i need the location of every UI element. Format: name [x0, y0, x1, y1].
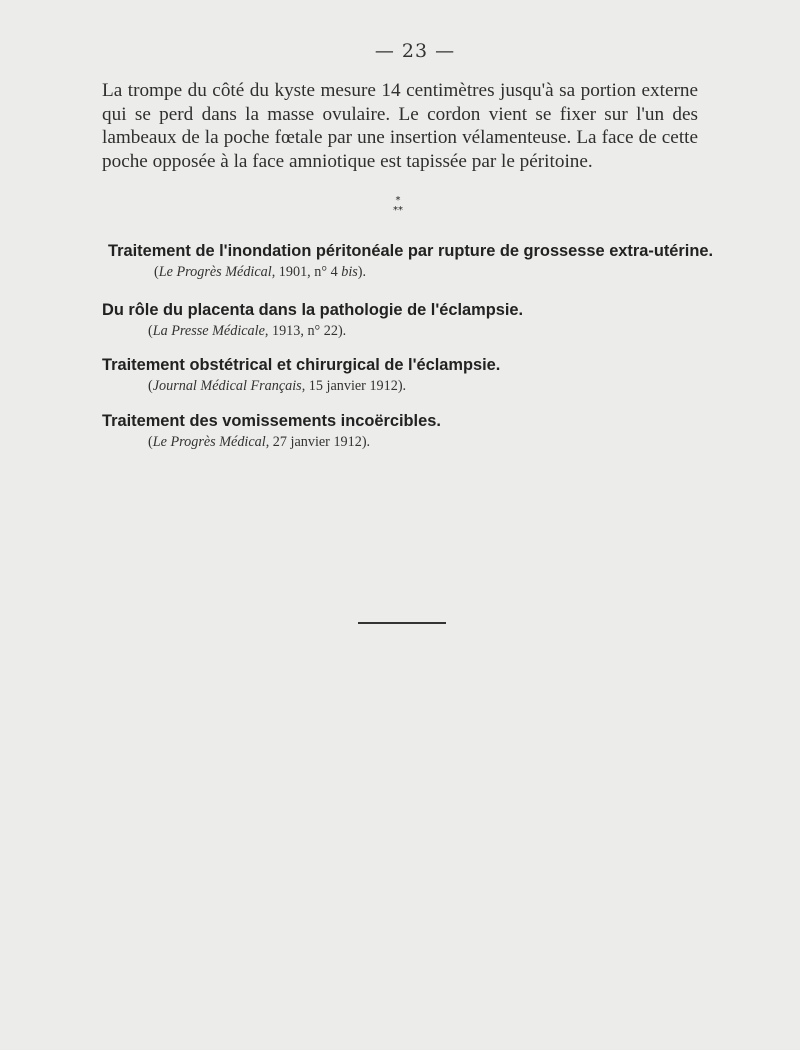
- journal-name: Le Progrès Médical: [152, 434, 266, 450]
- publication-details: , 1913, n° 22).: [264, 323, 347, 339]
- asterism-top-star: *: [395, 195, 401, 206]
- publication-details: , 1901, n° 4: [271, 264, 342, 280]
- end-rule-divider: [358, 622, 446, 624]
- journal-name: Le Progrès Médical: [158, 264, 272, 280]
- journal-name: La Presse Médicale: [152, 323, 265, 339]
- publication-entry: [102, 300, 742, 340]
- publication-details: , 15 janvier 1912).: [301, 378, 407, 394]
- publication-source: [148, 377, 742, 395]
- publication-entry: [108, 241, 748, 281]
- publication-title: Traitement des vomissements incoërcibles.: [102, 412, 441, 430]
- publication-close: ).: [357, 264, 367, 280]
- publication-title: Du rôle du placenta dans la pathologie de l'éclampsie.: [102, 301, 524, 319]
- publication-source: [154, 263, 748, 281]
- publication-entry: [102, 411, 742, 451]
- open-paren: (: [148, 378, 153, 394]
- publication-title: Traitement de l'inondation péritonéale par rupture de grossesse extra-utérine.: [108, 242, 714, 260]
- publication-suffix: bis: [341, 264, 358, 280]
- open-paren: (: [148, 434, 153, 450]
- publication-entry: [102, 355, 742, 395]
- journal-name: Journal Médical Français: [152, 378, 302, 394]
- asterism-ornament: [386, 196, 410, 216]
- open-paren: (: [154, 264, 159, 280]
- publication-title: Traitement obstétrical et chirurgical de l'éclampsie.: [102, 356, 501, 374]
- asterism-bottom-stars: **: [393, 205, 403, 216]
- page-number: — 23 —: [374, 40, 456, 62]
- publication-source: [148, 433, 742, 451]
- publication-source: [148, 322, 742, 340]
- open-paren: (: [148, 323, 153, 339]
- publication-details: , 27 janvier 1912).: [265, 434, 371, 450]
- body-paragraph: La trompe du côté du kyste mesure 14 centimètres jusqu'à sa portion externe qui se perd dans la masse ovulaire. Le cordon vient se fixer sur l'un des lambeaux de la poche fœtale par une insertion vélamenteuse. La face de cette poche opposée à la face amniotique est tapissée par le péritoine.: [102, 80, 698, 172]
